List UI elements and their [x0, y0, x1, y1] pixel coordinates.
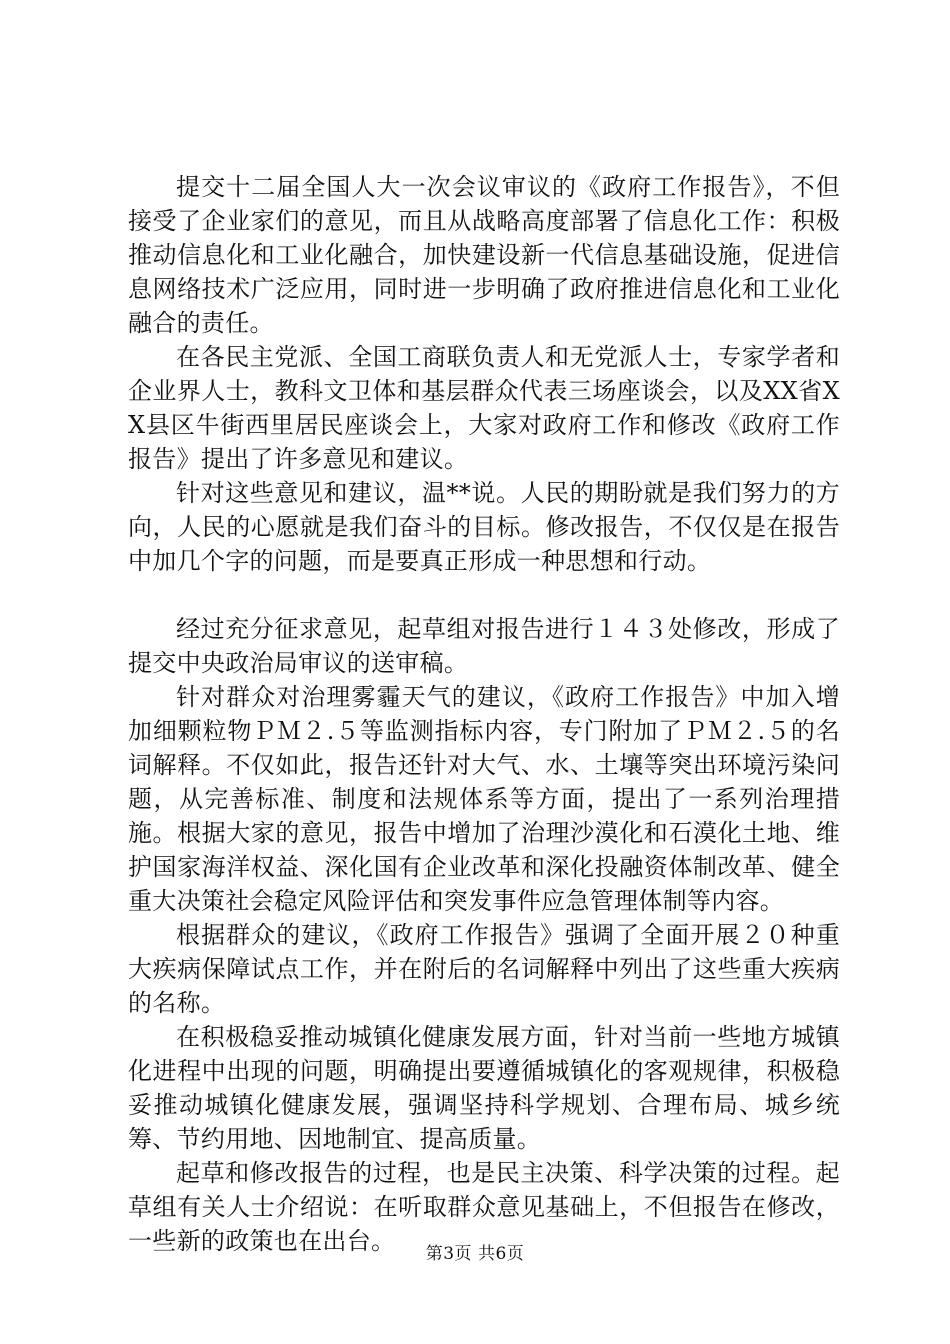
paragraph: 起草和修改报告的过程，也是民主决策、科学决策的过程。起草组有关人士介绍说：在听取群众意见基础上，不但报告在修改，一些新的政策也在出台。: [128, 1159, 840, 1255]
paragraph: 在积极稳妥推动城镇化健康发展方面，针对当前一些地方城镇化进程中出现的问题，明确提出要遵循城镇化的客观规律，积极稳妥推动城镇化健康发展，强调坚持科学规划、合理布局、城乡统筹、节约用地、因地制宜、提高质量。: [128, 1023, 840, 1153]
document-body: [128, 170, 840, 1258]
paragraph: 针对群众对治理雾霾天气的建议，《政府工作报告》中加入增加细颗粒物ＰＭ２.５等监测指标内容，专门附加了ＰＭ２.５的名词解释。不仅如此，报告还针对大气、水、土壤等突出环境污染问题，从完善标准、制度和法规体系等方面，提出了一系列治理措施。根据大家的意见，报告中增加了治理沙漠化和石漠化土地、维护国家海洋权益、深化国有企业改革和深化投融资体制改革、健全重大决策社会稳定风险评估和突发事件应急管理体制等内容。: [128, 683, 840, 915]
paragraph: 经过充分征求意见，起草组对报告进行１４３处修改，形成了提交中央政治局审议的送审稿。: [128, 615, 840, 677]
paragraph: 提交十二届全国人大一次会议审议的《政府工作报告》，不但接受了企业家们的意见，而且从战略高度部署了信息化工作：积极推动信息化和工业化融合，加快建设新一代信息基础设施，促进信息网络技术广泛应用，同时进一步明确了政府推进信息化和工业化融合的责任。: [128, 173, 840, 337]
paragraph: 针对这些意见和建议，温**说。人民的期盼就是我们努力的方向，人民的心愿就是我们奋斗的目标。修改报告，不仅仅是在报告中加几个字的问题，而是要真正形成一种思想和行动。: [128, 479, 840, 575]
page-number-footer: 第3页 共6页: [425, 1244, 525, 1264]
paragraph: 在各民主党派、全国工商联负责人和无党派人士，专家学者和企业界人士，教科文卫体和基层群众代表三场座谈会，以及XX省XX县区牛街西里居民座谈会上，大家对政府工作和修改《政府工作报告》提出了许多意见和建议。: [128, 343, 840, 473]
paragraph: 根据群众的建议，《政府工作报告》强调了全面开展２０种重大疾病保障试点工作，并在附后的名词解释中列出了这些重大疾病的名称。: [128, 921, 840, 1017]
